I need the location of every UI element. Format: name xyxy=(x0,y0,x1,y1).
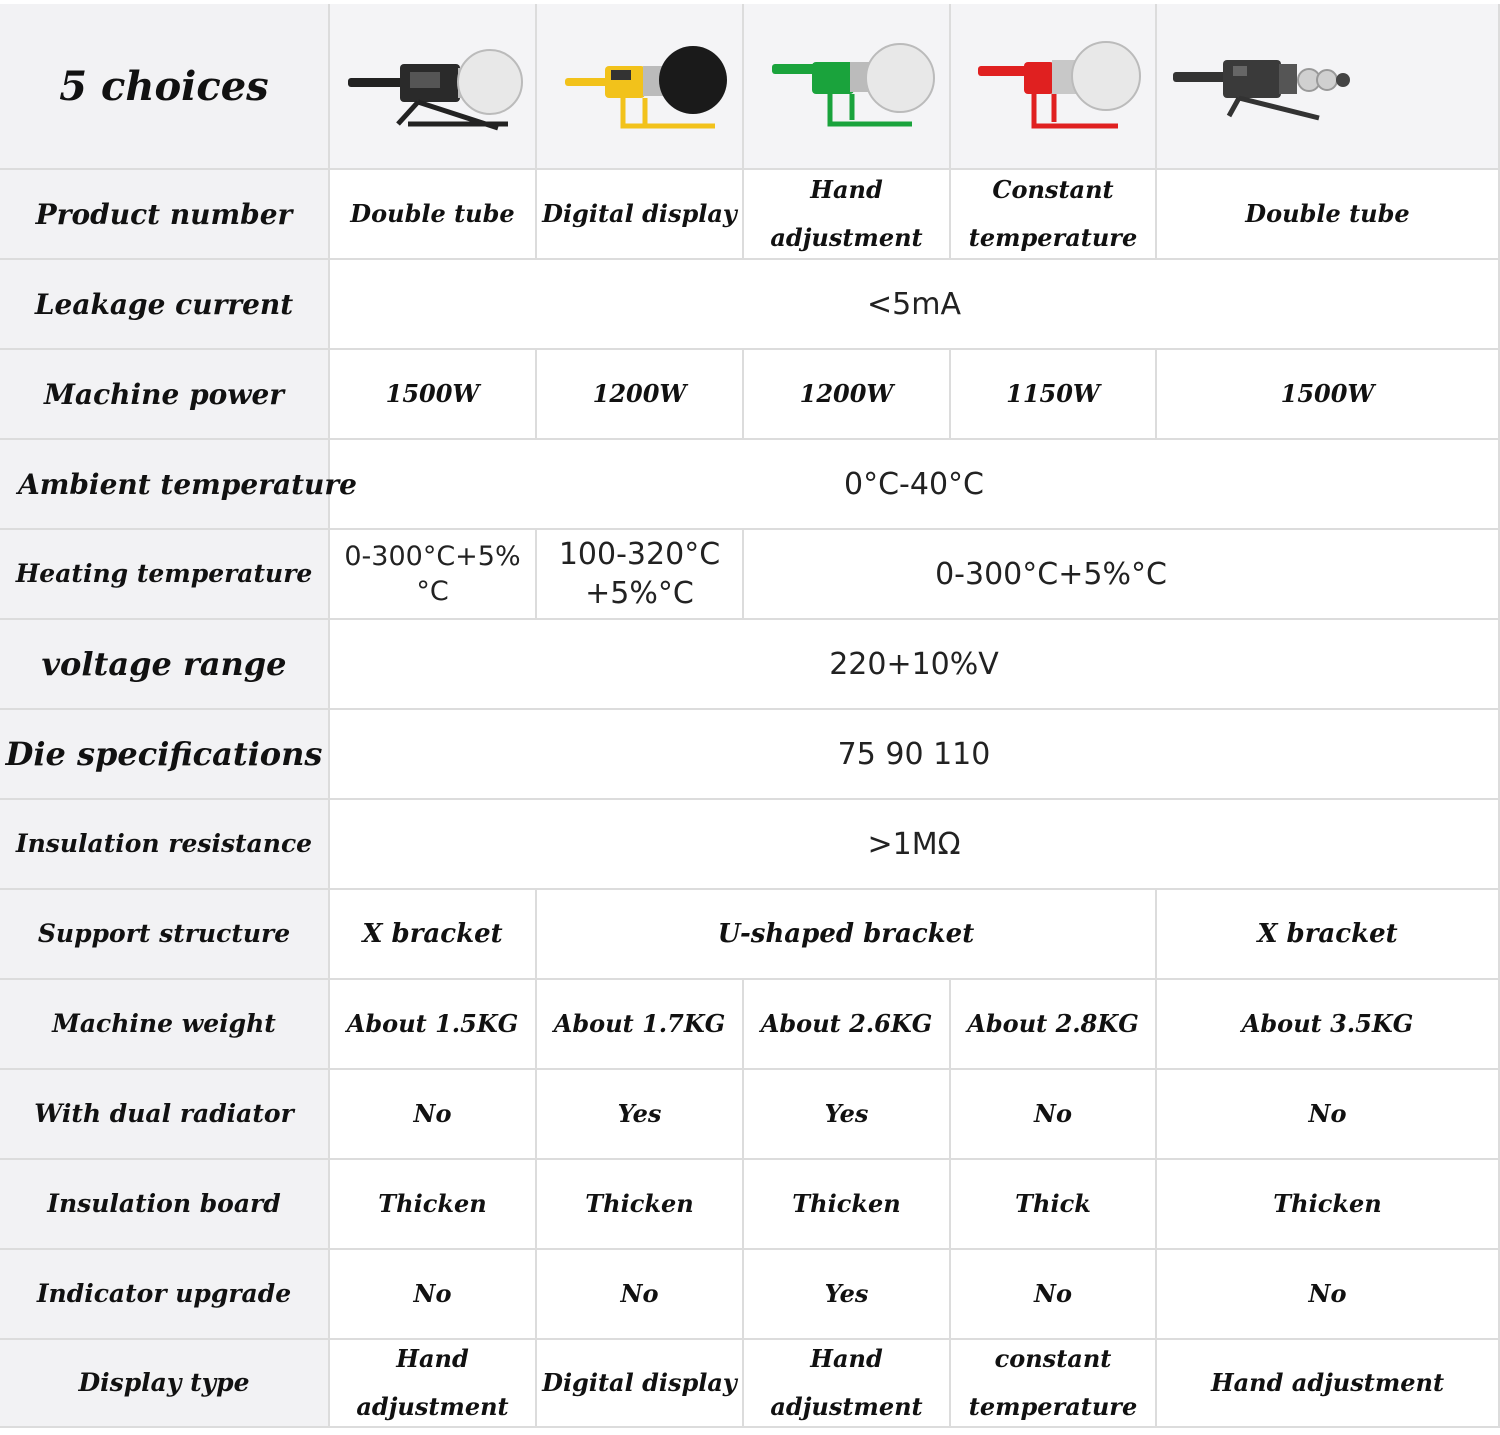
product-number-3: Hand adjustment xyxy=(744,170,951,260)
label-voltage-range: voltage range xyxy=(0,620,330,710)
machine-power-2: 1200W xyxy=(537,350,744,440)
label-indicator-upgrade: Indicator upgrade xyxy=(0,1250,330,1340)
support-structure-1: X bracket xyxy=(330,890,537,980)
label-leakage-current: Leakage current xyxy=(0,260,330,350)
machine-power-1: 1500W xyxy=(330,350,537,440)
product-3-image xyxy=(744,4,951,170)
label-support-structure: Support structure xyxy=(0,890,330,980)
label-machine-power: Machine power xyxy=(0,350,330,440)
voltage-range-value: 220+10%V xyxy=(330,620,1500,710)
label-insulation-board: Insulation board xyxy=(0,1160,330,1250)
machine-power-5: 1500W xyxy=(1157,350,1500,440)
machine-weight-3: About 2.6KG xyxy=(744,980,951,1070)
display-type-3: Hand adjustment xyxy=(744,1340,951,1428)
insulation-resistance-value: >1MΩ xyxy=(330,800,1500,890)
display-type-4: constant temperature xyxy=(951,1340,1157,1428)
machine-weight-5: About 3.5KG xyxy=(1157,980,1500,1070)
product-number-1: Double tube xyxy=(330,170,537,260)
dual-radiator-5: No xyxy=(1157,1070,1500,1160)
dual-radiator-3: Yes xyxy=(744,1070,951,1160)
support-structure-5: X bracket xyxy=(1157,890,1500,980)
display-type-2: Digital display xyxy=(537,1340,744,1428)
label-machine-weight: Machine weight xyxy=(0,980,330,1070)
machine-weight-4: About 2.8KG xyxy=(951,980,1157,1070)
dual-radiator-1: No xyxy=(330,1070,537,1160)
insulation-board-4: Thick xyxy=(951,1160,1157,1250)
label-insulation-resistance: Insulation resistance xyxy=(0,800,330,890)
machine-power-3: 1200W xyxy=(744,350,951,440)
heating-temperature-2: 100-320°C +5%°C xyxy=(537,530,744,620)
indicator-upgrade-4: No xyxy=(951,1250,1157,1340)
display-type-5: Hand adjustment xyxy=(1157,1340,1500,1428)
product-number-2: Digital display xyxy=(537,170,744,260)
machine-weight-2: About 1.7KG xyxy=(537,980,744,1070)
machine-power-4: 1150W xyxy=(951,350,1157,440)
label-product-number: Product number xyxy=(0,170,330,260)
label-heating-temperature: Heating temperature xyxy=(0,530,330,620)
heating-temperature-rest: 0-300°C+5%°C xyxy=(744,530,1500,620)
insulation-board-1: Thicken xyxy=(330,1160,537,1250)
die-specifications-value: 75 90 110 xyxy=(330,710,1500,800)
dual-radiator-4: No xyxy=(951,1070,1157,1160)
label-ambient-temperature: Ambient temperature xyxy=(0,440,330,530)
label-display-type: Display type xyxy=(0,1340,330,1428)
support-structure-middle: U-shaped bracket xyxy=(537,890,1157,980)
comparison-table xyxy=(0,4,1500,1432)
leakage-current-value: <5mA xyxy=(330,260,1500,350)
insulation-board-5: Thicken xyxy=(1157,1160,1500,1250)
display-type-1: Hand adjustment xyxy=(330,1340,537,1428)
heating-temperature-1: 0-300°C+5%°C xyxy=(330,530,537,620)
label-die-specifications: Die specifications xyxy=(0,710,330,800)
indicator-upgrade-3: Yes xyxy=(744,1250,951,1340)
product-1-image xyxy=(330,4,537,170)
insulation-board-3: Thicken xyxy=(744,1160,951,1250)
table-title: 5 choices xyxy=(0,4,330,170)
dual-radiator-2: Yes xyxy=(537,1070,744,1160)
indicator-upgrade-1: No xyxy=(330,1250,537,1340)
product-number-4: Constant temperature xyxy=(951,170,1157,260)
indicator-upgrade-5: No xyxy=(1157,1250,1500,1340)
ambient-temperature-value: 0°C-40°C xyxy=(330,440,1500,530)
insulation-board-2: Thicken xyxy=(537,1160,744,1250)
indicator-upgrade-2: No xyxy=(537,1250,744,1340)
product-4-image xyxy=(951,4,1157,170)
label-dual-radiator: With dual radiator xyxy=(0,1070,330,1160)
product-2-image xyxy=(537,4,744,170)
product-5-image xyxy=(1157,4,1500,170)
machine-weight-1: About 1.5KG xyxy=(330,980,537,1070)
product-number-5: Double tube xyxy=(1157,170,1500,260)
